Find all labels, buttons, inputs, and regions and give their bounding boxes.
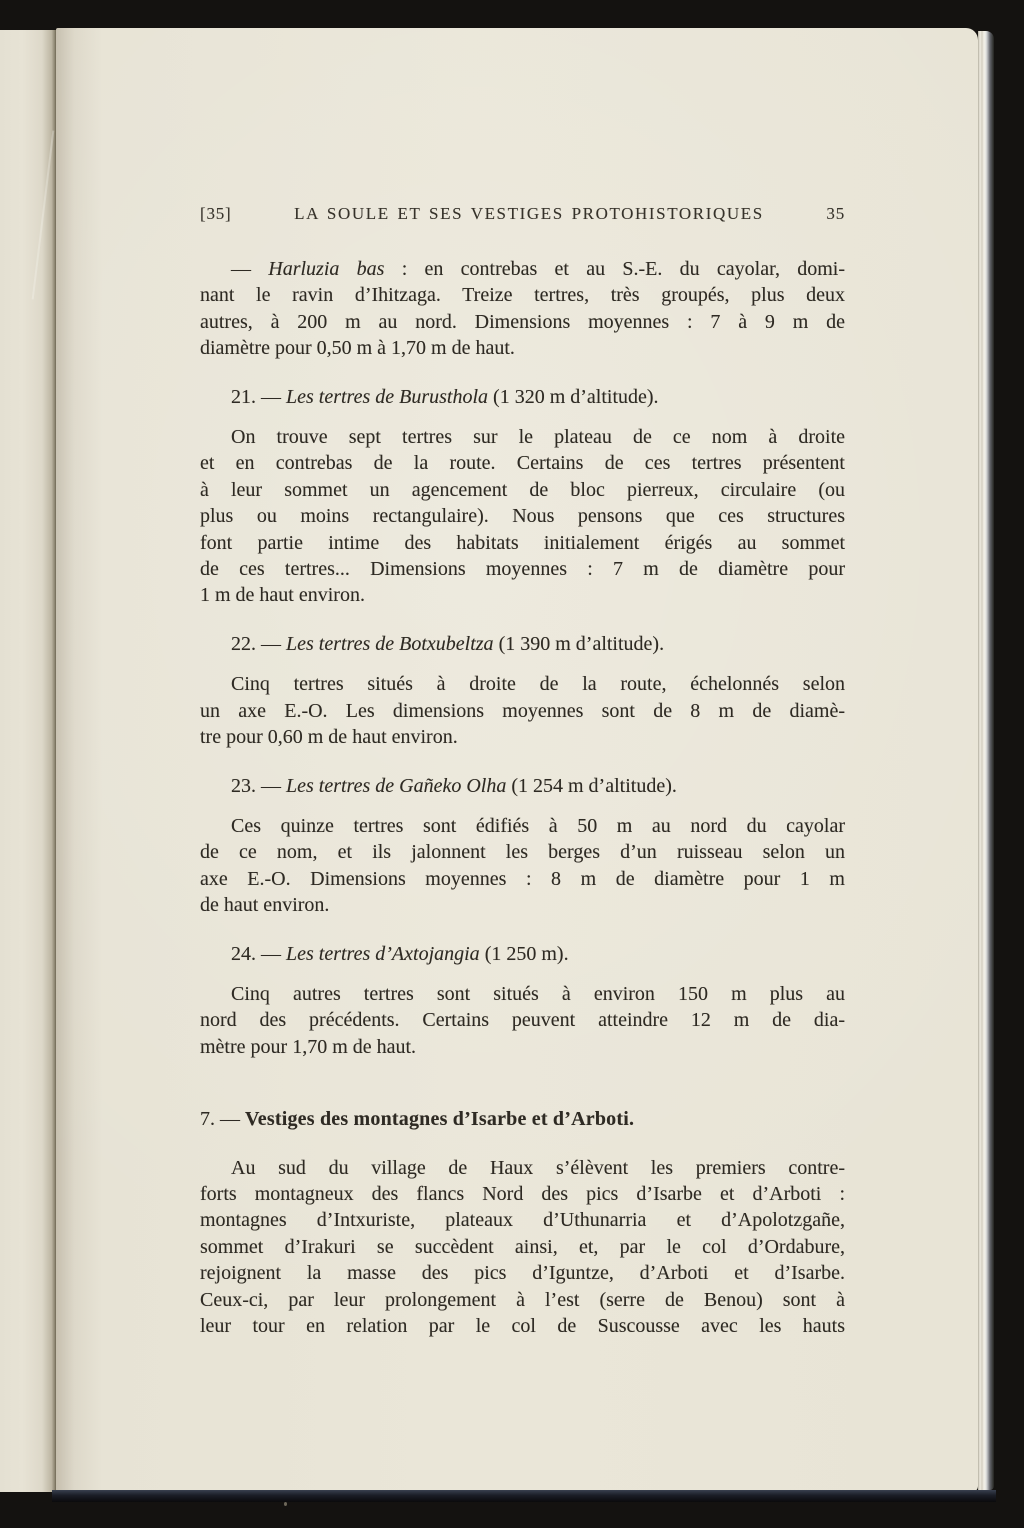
text-line: Ces quinze tertres sont édifiés à 50 m au nord du cayolar — [231, 814, 845, 837]
text-line: à leur sommet un agencement de bloc pierreux, circulaire (ou — [200, 478, 845, 501]
text-line: Au sud du village de Haux s’élèvent les premiers contre- — [231, 1156, 845, 1179]
page-number: 35 — [826, 204, 845, 223]
page-content — [200, 202, 845, 1339]
facing-page-edge — [0, 30, 56, 1492]
paragraph — [200, 981, 845, 1060]
text-line: autres, à 200 m au nord. Dimensions moyennes : 7 à 9 m de — [200, 310, 845, 333]
margin-reference: [35] — [200, 204, 232, 223]
paragraph — [200, 1155, 845, 1340]
text-line: montagnes d’Intxuriste, plateaux d’Uthunarria et d’Apolotzgañe, — [200, 1209, 845, 1232]
text-line: plus ou moins rectangulaire). Nous pensons que ces structures — [200, 505, 845, 528]
text-line: tre pour 0,60 m de haut environ. — [200, 726, 458, 749]
text-line: 24. — Les tertres d’Axtojangia (1 250 m). — [231, 942, 569, 965]
book-page — [56, 28, 978, 1492]
heading — [200, 631, 845, 657]
page-edge-stack — [978, 31, 994, 1490]
text-line: de ces tertres... Dimensions moyennes : 7 m de diamètre pour — [200, 558, 845, 581]
paper-speck — [284, 1502, 287, 1506]
text-line: Cinq tertres situés à droite de la route, échelonnés selon — [231, 673, 845, 696]
text-line: 23. — Les tertres de Gañeko Olha (1 254 m d’altitude). — [231, 774, 677, 797]
paragraph — [200, 424, 845, 609]
text-line: font partie intime des habitats initialement érigés au sommet — [200, 531, 845, 554]
text-line: nord des précédents. Certains peuvent atteindre 12 m de dia- — [200, 1009, 845, 1032]
text-line: axe E.-O. Dimensions moyennes : 8 m de diamètre pour 1 m — [200, 867, 845, 890]
text-line: rejoignent la masse des pics d’Iguntze, d’Arboti et d’Isarbe. — [200, 1262, 845, 1285]
text-line: — Harluzia bas : en contrebas et au S.-E. du cayolar, domi- — [231, 258, 845, 280]
text-line: mètre pour 1,70 m de haut. — [200, 1035, 417, 1058]
text-body — [200, 256, 845, 1339]
text-line: On trouve sept tertres sur le plateau de ce nom à droite — [231, 426, 845, 449]
text-line: 22. — Les tertres de Botxubeltza (1 390 m d’altitude). — [231, 632, 665, 655]
heading — [200, 941, 845, 967]
text-line: forts montagneux des flancs Nord des pics d’Isarbe et d’Arboti : — [200, 1182, 845, 1205]
text-line: un axe E.-O. Les dimensions moyennes sont de 8 m de diamè- — [200, 699, 845, 722]
text-line: et en contrebas de la route. Certains de ces tertres présentent — [200, 452, 845, 475]
running-header — [200, 202, 845, 226]
text-line: de ce nom, et ils jalonnent les berges d’un ruisseau selon un — [200, 841, 845, 864]
text-line: Ceux-ci, par leur prolongement à l’est (serre de Benou) sont à — [200, 1288, 845, 1311]
heading — [200, 773, 845, 799]
paragraph — [200, 813, 845, 919]
paragraph — [200, 256, 845, 362]
text-line: nant le ravin d’Ihitzaga. Treize tertres, très groupés, plus deux — [200, 284, 845, 307]
text-line: diamètre pour 0,50 m à 1,70 m de haut. — [200, 337, 515, 360]
text-line: leur tour en relation par le col de Suscousse avec les hauts — [200, 1315, 845, 1337]
text-line: Cinq autres tertres sont situés à environ 150 m plus au — [231, 982, 845, 1005]
running-title: LA SOULE ET SES VESTIGES PROTOHISTORIQUES — [294, 204, 764, 223]
paragraph — [200, 671, 845, 750]
text-line: 1 m de haut environ. — [200, 584, 365, 607]
text-line: 21. — Les tertres de Burusthola (1 320 m d’altitude). — [231, 385, 659, 408]
heading — [200, 384, 845, 410]
text-line: sommet d’Irakuri se succèdent ainsi, et, par le col d’Ordabure, — [200, 1235, 845, 1258]
section-heading — [200, 1106, 845, 1132]
text-line: de haut environ. — [200, 894, 330, 917]
text-line: 7. — Vestiges des montagnes d’Isarbe et d’Arboti. — [200, 1108, 635, 1131]
book-bottom-shadow — [52, 1490, 996, 1502]
